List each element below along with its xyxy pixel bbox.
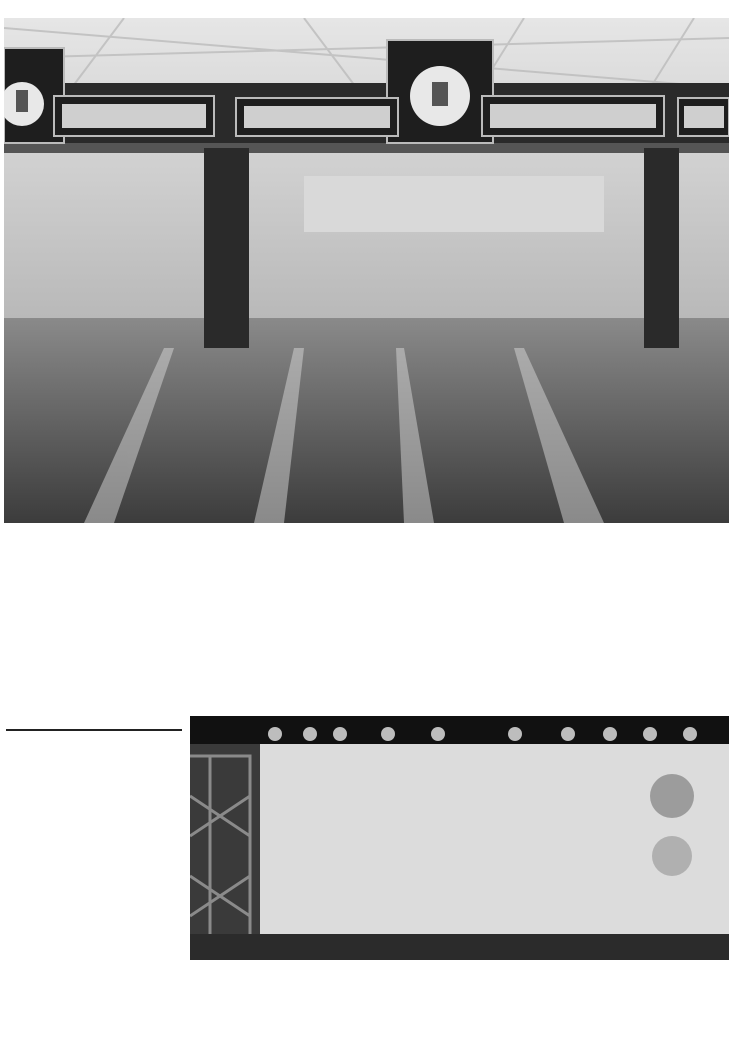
banner-emblem (650, 774, 694, 818)
group-photo-illustration (4, 18, 729, 523)
banner-emblem (652, 836, 692, 876)
stage-photo (190, 716, 729, 960)
stage-photo-illustration (190, 716, 729, 960)
byline-rule (6, 729, 182, 731)
group-photo (4, 18, 729, 523)
